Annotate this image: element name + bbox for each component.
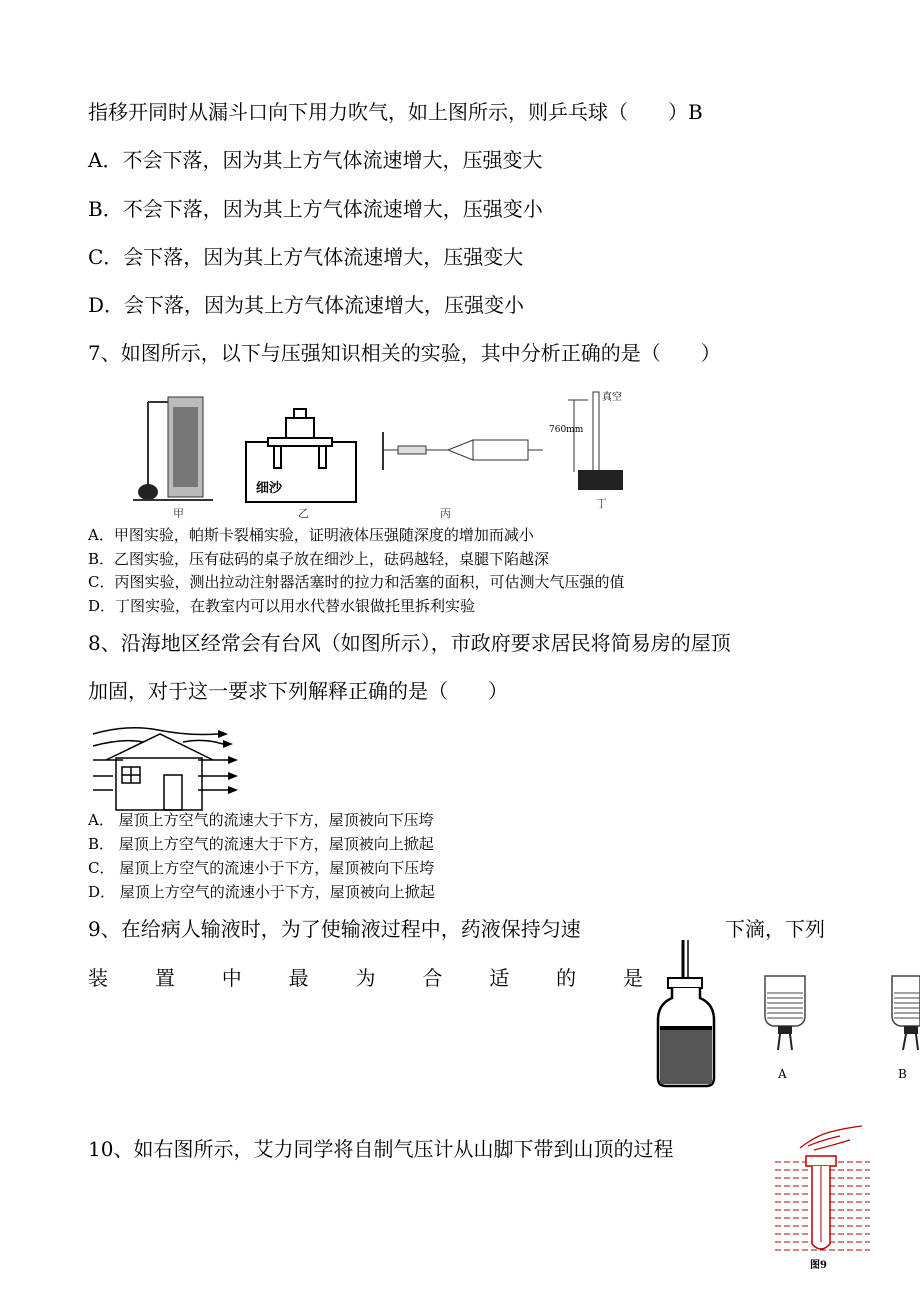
- q8-option-a: A． 屋顶上方空气的流速大于下方，屋顶被向下压垮: [88, 811, 434, 829]
- q9-char: 中: [221, 966, 242, 990]
- label-ding: 丁: [596, 497, 607, 510]
- q6-option-c: C．会下落，因为其上方气体流速增大，压强变大: [88, 245, 524, 269]
- q7-figure: [118, 382, 638, 522]
- label-yi: 乙: [298, 507, 309, 520]
- q8-stem-line2: 加固，对于这一要求下列解释正确的是（ ）: [88, 679, 508, 703]
- barrel-experiment-illustration: [133, 397, 213, 520]
- q10-stem: 10、如右图所示，艾力同学将自制气压计从山脚下带到山顶的过程: [88, 1137, 674, 1161]
- q9-line1-left: 9、在给病人输液时，为了使输液过程中，药液保持匀速: [88, 917, 581, 941]
- infusion-bottle-illustration: [658, 940, 714, 1086]
- q9-char: 为: [355, 966, 376, 990]
- q8-option-b: B． 屋顶上方空气的流速大于下方，屋顶被向上掀起: [88, 835, 434, 853]
- sand-table-illustration: [246, 409, 356, 520]
- sand-label: 细沙: [256, 481, 283, 496]
- q6-option-a: A．不会下落，因为其上方气体流速增大，压强变大: [88, 148, 543, 172]
- q9-char: 最: [288, 966, 309, 990]
- q9-line1-right: 下滴，下列: [725, 917, 825, 941]
- syringe-illustration: [383, 432, 543, 520]
- label-b: B: [898, 1067, 907, 1081]
- hand-icon: [800, 1126, 862, 1150]
- house-icon: [106, 734, 213, 810]
- wind-arrows: [93, 728, 228, 790]
- q8-option-d: D． 屋顶上方空气的流速小于下方，屋顶被向上掀起: [88, 883, 435, 901]
- label-bing: 丙: [440, 507, 451, 520]
- q9-char: 的: [556, 966, 577, 990]
- q9-char: 适: [489, 966, 510, 990]
- option-b-illustration: [892, 976, 920, 1081]
- q7-option-b: B．乙图实验，压有砝码的桌子放在细沙上，砝码越轻，桌腿下陷越深: [88, 550, 550, 568]
- q7-option-a: A．甲图实验，帕斯卡裂桶实验，证明液体压强随深度的增加而减小: [88, 526, 534, 544]
- mm-label: 760mm: [549, 425, 584, 435]
- q9-figure: [650, 938, 920, 1090]
- q8-option-c: C． 屋顶上方空气的流速小于下方，屋顶被向下压垮: [88, 859, 435, 877]
- q9-char: 是: [623, 966, 643, 990]
- q7-stem: 7、如图所示，以下与压强知识相关的实验，其中分析正确的是（ ）: [88, 341, 721, 365]
- q6-option-d: D．会下落，因为其上方气体流速增大，压强变小: [88, 293, 525, 317]
- q9-char: 合: [422, 966, 443, 990]
- torricelli-illustration: [549, 390, 623, 510]
- vacuum-label: 真空: [602, 392, 622, 403]
- option-a-illustration: [765, 976, 805, 1081]
- q10-figure: [770, 1122, 880, 1272]
- q8-stem-line1: 8、沿海地区经常会有台风（如图所示），市政府要求居民将简易房的屋顶: [88, 631, 731, 655]
- q9-char: 置: [154, 966, 175, 990]
- q6-option-b: B．不会下落，因为其上方气体流速增大，压强变小: [88, 197, 543, 221]
- figure-9-label: 图9: [810, 1260, 827, 1271]
- q7-option-c: C．丙图实验，测出拉动注射器活塞时的拉力和活塞的面积，可估测大气压强的值: [88, 573, 625, 591]
- label-jia: 甲: [173, 507, 184, 520]
- q6-stem: 指移开同时从漏斗口向下用力吹气，如上图所示，则乒乓球（ ）B: [88, 100, 703, 124]
- q8-house-figure: [88, 720, 238, 812]
- q9-char: 装: [88, 966, 108, 990]
- q9-line2: [88, 965, 643, 991]
- label-a: A: [778, 1067, 787, 1081]
- q7-option-d: D．丁图实验，在教室内可以用水代替水银做托里拆利实验: [88, 597, 476, 615]
